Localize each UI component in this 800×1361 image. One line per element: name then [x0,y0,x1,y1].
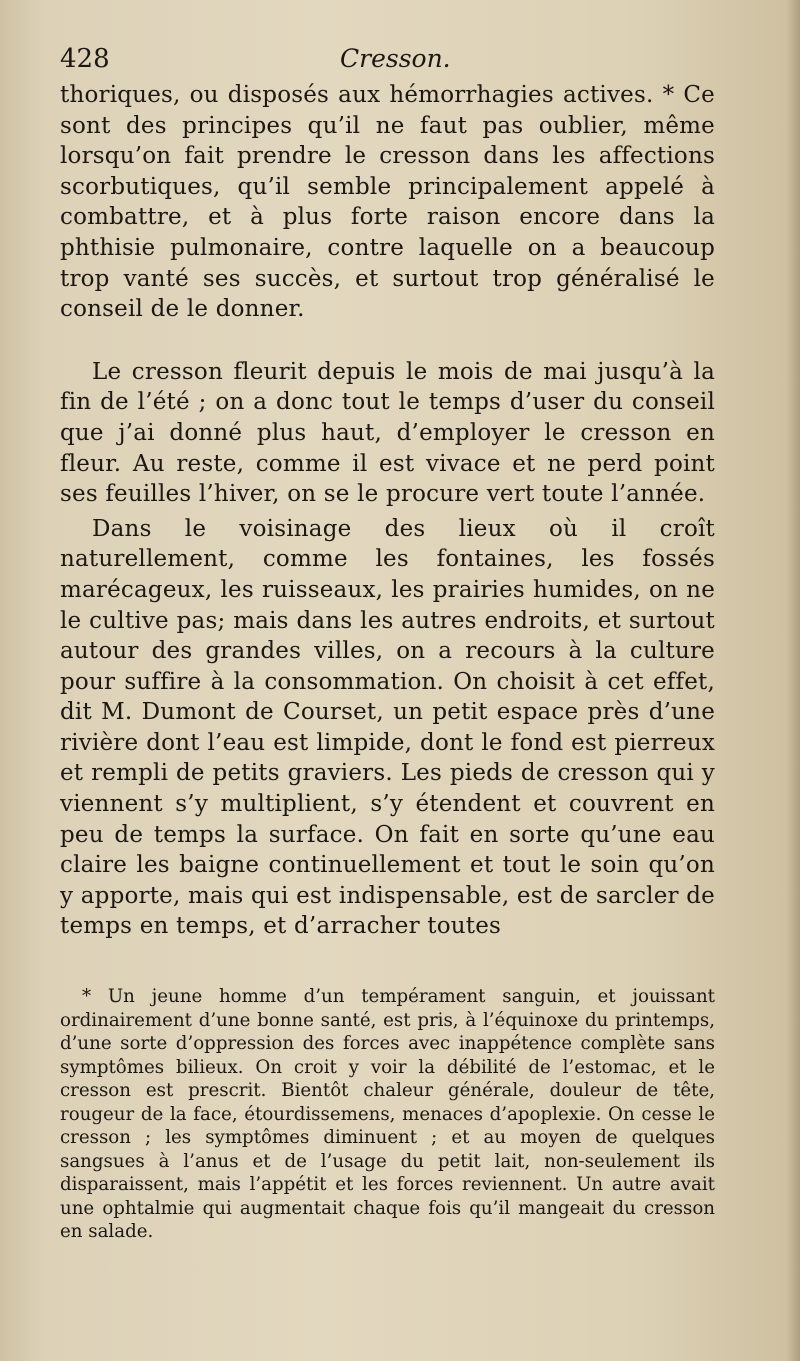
page-number: 428 [60,44,110,74]
body-text [60,80,715,942]
running-title: Cresson. [340,44,451,73]
paragraph-1: thoriques, ou disposés aux hémorrhagies actives. * Ce sont des principes qu’il ne faut pas oublier, même lorsqu’on fait prendre le cresson dans les affections scorbutiques, qu’il semble principalement appelé à combattre, et à plus forte raison encore dans la phthisie pulmonaire, contre laquelle on a beaucoup trop vanté ses succès, et surtout trop généralisé le conseil de le donner. [60,82,715,323]
page-header [60,40,720,80]
paragraph-2: Le cresson fleurit depuis le mois de mai jusqu’à la fin de l’été ; on a donc tout le temps d’user du conseil que j’ai donné plus haut, d’employer le cresson en fleur. Au reste, comme il est vivace et ne perd point ses feuilles l’hiver, on se le procure vert toute l’année. [60,358,715,508]
footnote: * Un jeune homme d’un tempérament sanguin, et jouissant ordinairement d’une bonne santé, est pris, à l’équinoxe du printemps, d’une sorte d’oppression des forces avec inappétence complète sans symptômes bilieux. On croit y voir la débilité de l’estomac, et le cresson est prescrit. Bientôt chaleur générale, douleur de tête, rougeur de la face, étourdissemens, menaces d’apoplexie. On cesse le cresson ; les symptômes diminuent ; et au moyen de quelques sangsues à l’anus et de l’usage du petit lait, non-seulement ils disparaissent, mais l’appétit et les forces reviennent. Un autre avait une ophtalmie qui augmentait chaque fois qu’il mangeait du cresson en salade. [60,986,715,1242]
paragraph-3: Dans le voisinage des lieux où il croît naturellement, comme les fontaines, les fossés marécageux, les ruisseaux, les prairies humides, on ne le cultive pas; mais dans les autres endroits, et surtout autour des grandes villes, on a recours à la culture pour suffire à la consommation. On choisit à cet effet, dit M. Dumont de Courset, un petit espace près d’une rivière dont l’eau est limpide, dont le fond est pierreux et rempli de petits graviers. Les pieds de cresson qui y viennent s’y multiplient, s’y étendent et couvrent en peu de temps la surface. On fait en sorte qu’une eau claire les baigne continuellement et tout le soin qu’on y apporte, mais qui est indispensable, est de sarcler de temps en temps, et d’arracher toutes [60,515,715,940]
